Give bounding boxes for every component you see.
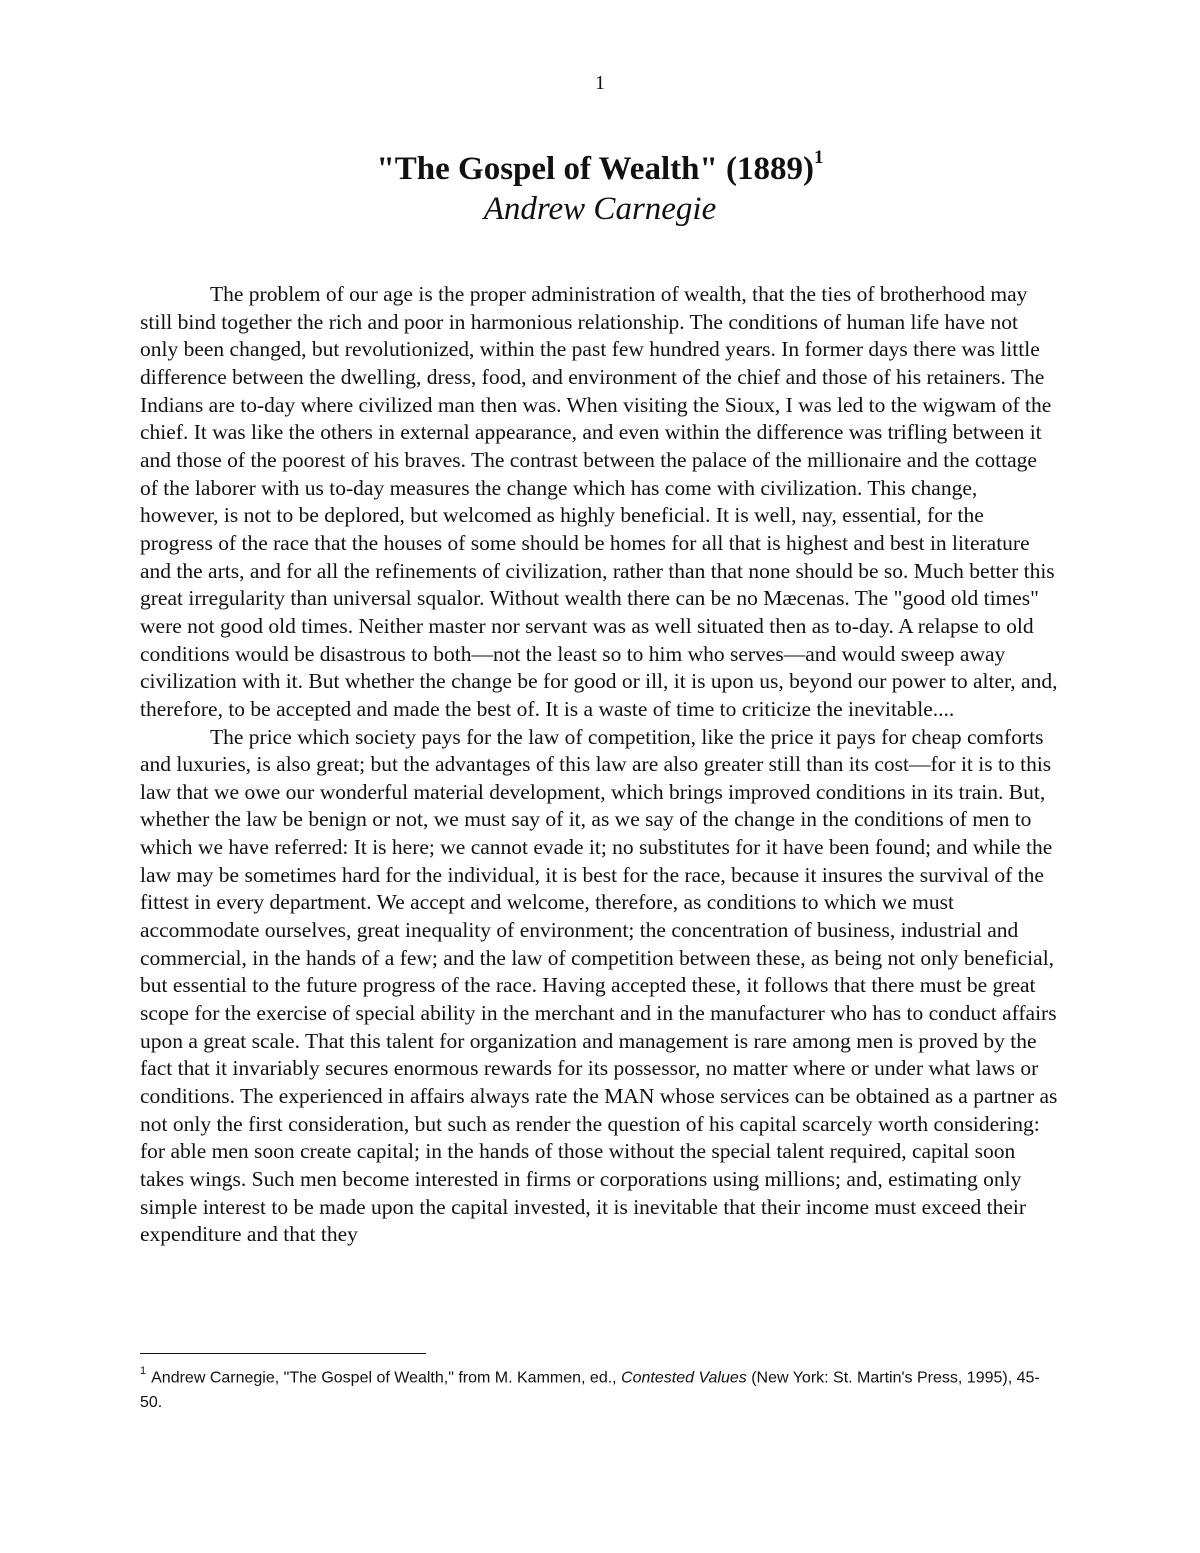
document-title bbox=[0, 142, 1200, 189]
paragraph-2: The price which society pays for the law of competition, like the price it pays for cheap comforts and luxuries, is also great; but the advantages of this law are also greater still than its cost—for it is to this law that we owe our wonderful material development, which brings improved conditions in its train. But, whether the law be benign or not, we must say of it, as we say of the change in the conditions of men to which we have referred: It is here; we cannot evade it; no substitutes for it have been found; and while the law may be sometimes hard for the individual, it is best for the race, because it insures the survival of the fittest in every department. We accept and welcome, therefore, as conditions to which we must accommodate ourselves, great inequality of environment; the concentration of business, industrial and commercial, in the hands of a few; and the law of competition between these, as being not only beneficial, but essential to the future progress of the race. Having accepted these, it follows that there must be great scope for the exercise of special ability in the merchant and in the manufacturer who has to conduct affairs upon a great scale. That this talent for organization and management is rare among men is proved by the fact that it invariably secures enormous rewards for its possessor, no matter where or under what laws or conditions. The experienced in affairs always rate the MAN whose services can be obtained as a partner as not only the first consideration, but such as render the question of his capital scarcely worth considering: for able men soon create capital; in the hands of those without the special talent required, capital soon takes wings. Such men become interested in firms or corporations using millions; and, estimating only simple interest to be made upon the capital invested, it is inevitable that their income must exceed their expenditure and that they bbox=[140, 724, 1058, 1247]
title-footnote-marker[interactable]: 1 bbox=[814, 147, 824, 168]
title-text: "The Gospel of Wealth" (1889) bbox=[376, 151, 815, 187]
author-name: Andrew Carnegie bbox=[483, 191, 717, 227]
footnote-divider bbox=[140, 1353, 426, 1354]
footnote bbox=[140, 1361, 1060, 1415]
footnote-book-title: Contested Values bbox=[621, 1369, 747, 1387]
footnote-citation-end: (New York: St. Martin's Press, 1995), 45-50. bbox=[140, 1369, 1040, 1412]
document-body bbox=[140, 281, 1060, 1249]
footnote-citation-start: Andrew Carnegie, "The Gospel of Wealth," from M. Kammen, ed., bbox=[151, 1369, 622, 1387]
footnote-marker: 1 bbox=[140, 1365, 147, 1377]
page-number: 1 bbox=[595, 72, 605, 94]
paragraph-1: The problem of our age is the proper administration of wealth, that the ties of brotherhood may still bind together the rich and poor in harmonious relationship. The conditions of human life have not only been changed, but revolutionized, within the past few hundred years. In former days there was little difference between the dwelling, dress, food, and environment of the chief and those of his retainers. The Indians are to-day where civilized man then was. When visiting the Sioux, I was led to the wigwam of the chief. It was like the others in external appearance, and even within the difference was trifling between it and those of the poorest of his braves. The contrast between the palace of the millionaire and the cottage of the laborer with us to-day measures the change which has come with civilization. This change, however, is not to be deplored, but welcomed as highly beneficial. It is well, nay, essential, for the progress of the race that the houses of some should be homes for all that is highest and best in literature and the arts, and for all the refinements of civilization, rather than that none should be so. Much better this great irregularity than universal squalor. Without wealth there can be no Mæcenas. The "good old times" were not good old times. Neither master nor servant was as well situated then as to-day. A relapse to old conditions would be disastrous to both—not the least so to him who serves—and would sweep away civilization with it. But whether the change be for good or ill, it is upon us, beyond our power to alter, and, therefore, to be accepted and made the best of. It is a waste of time to criticize the inevitable.... bbox=[140, 282, 1058, 721]
